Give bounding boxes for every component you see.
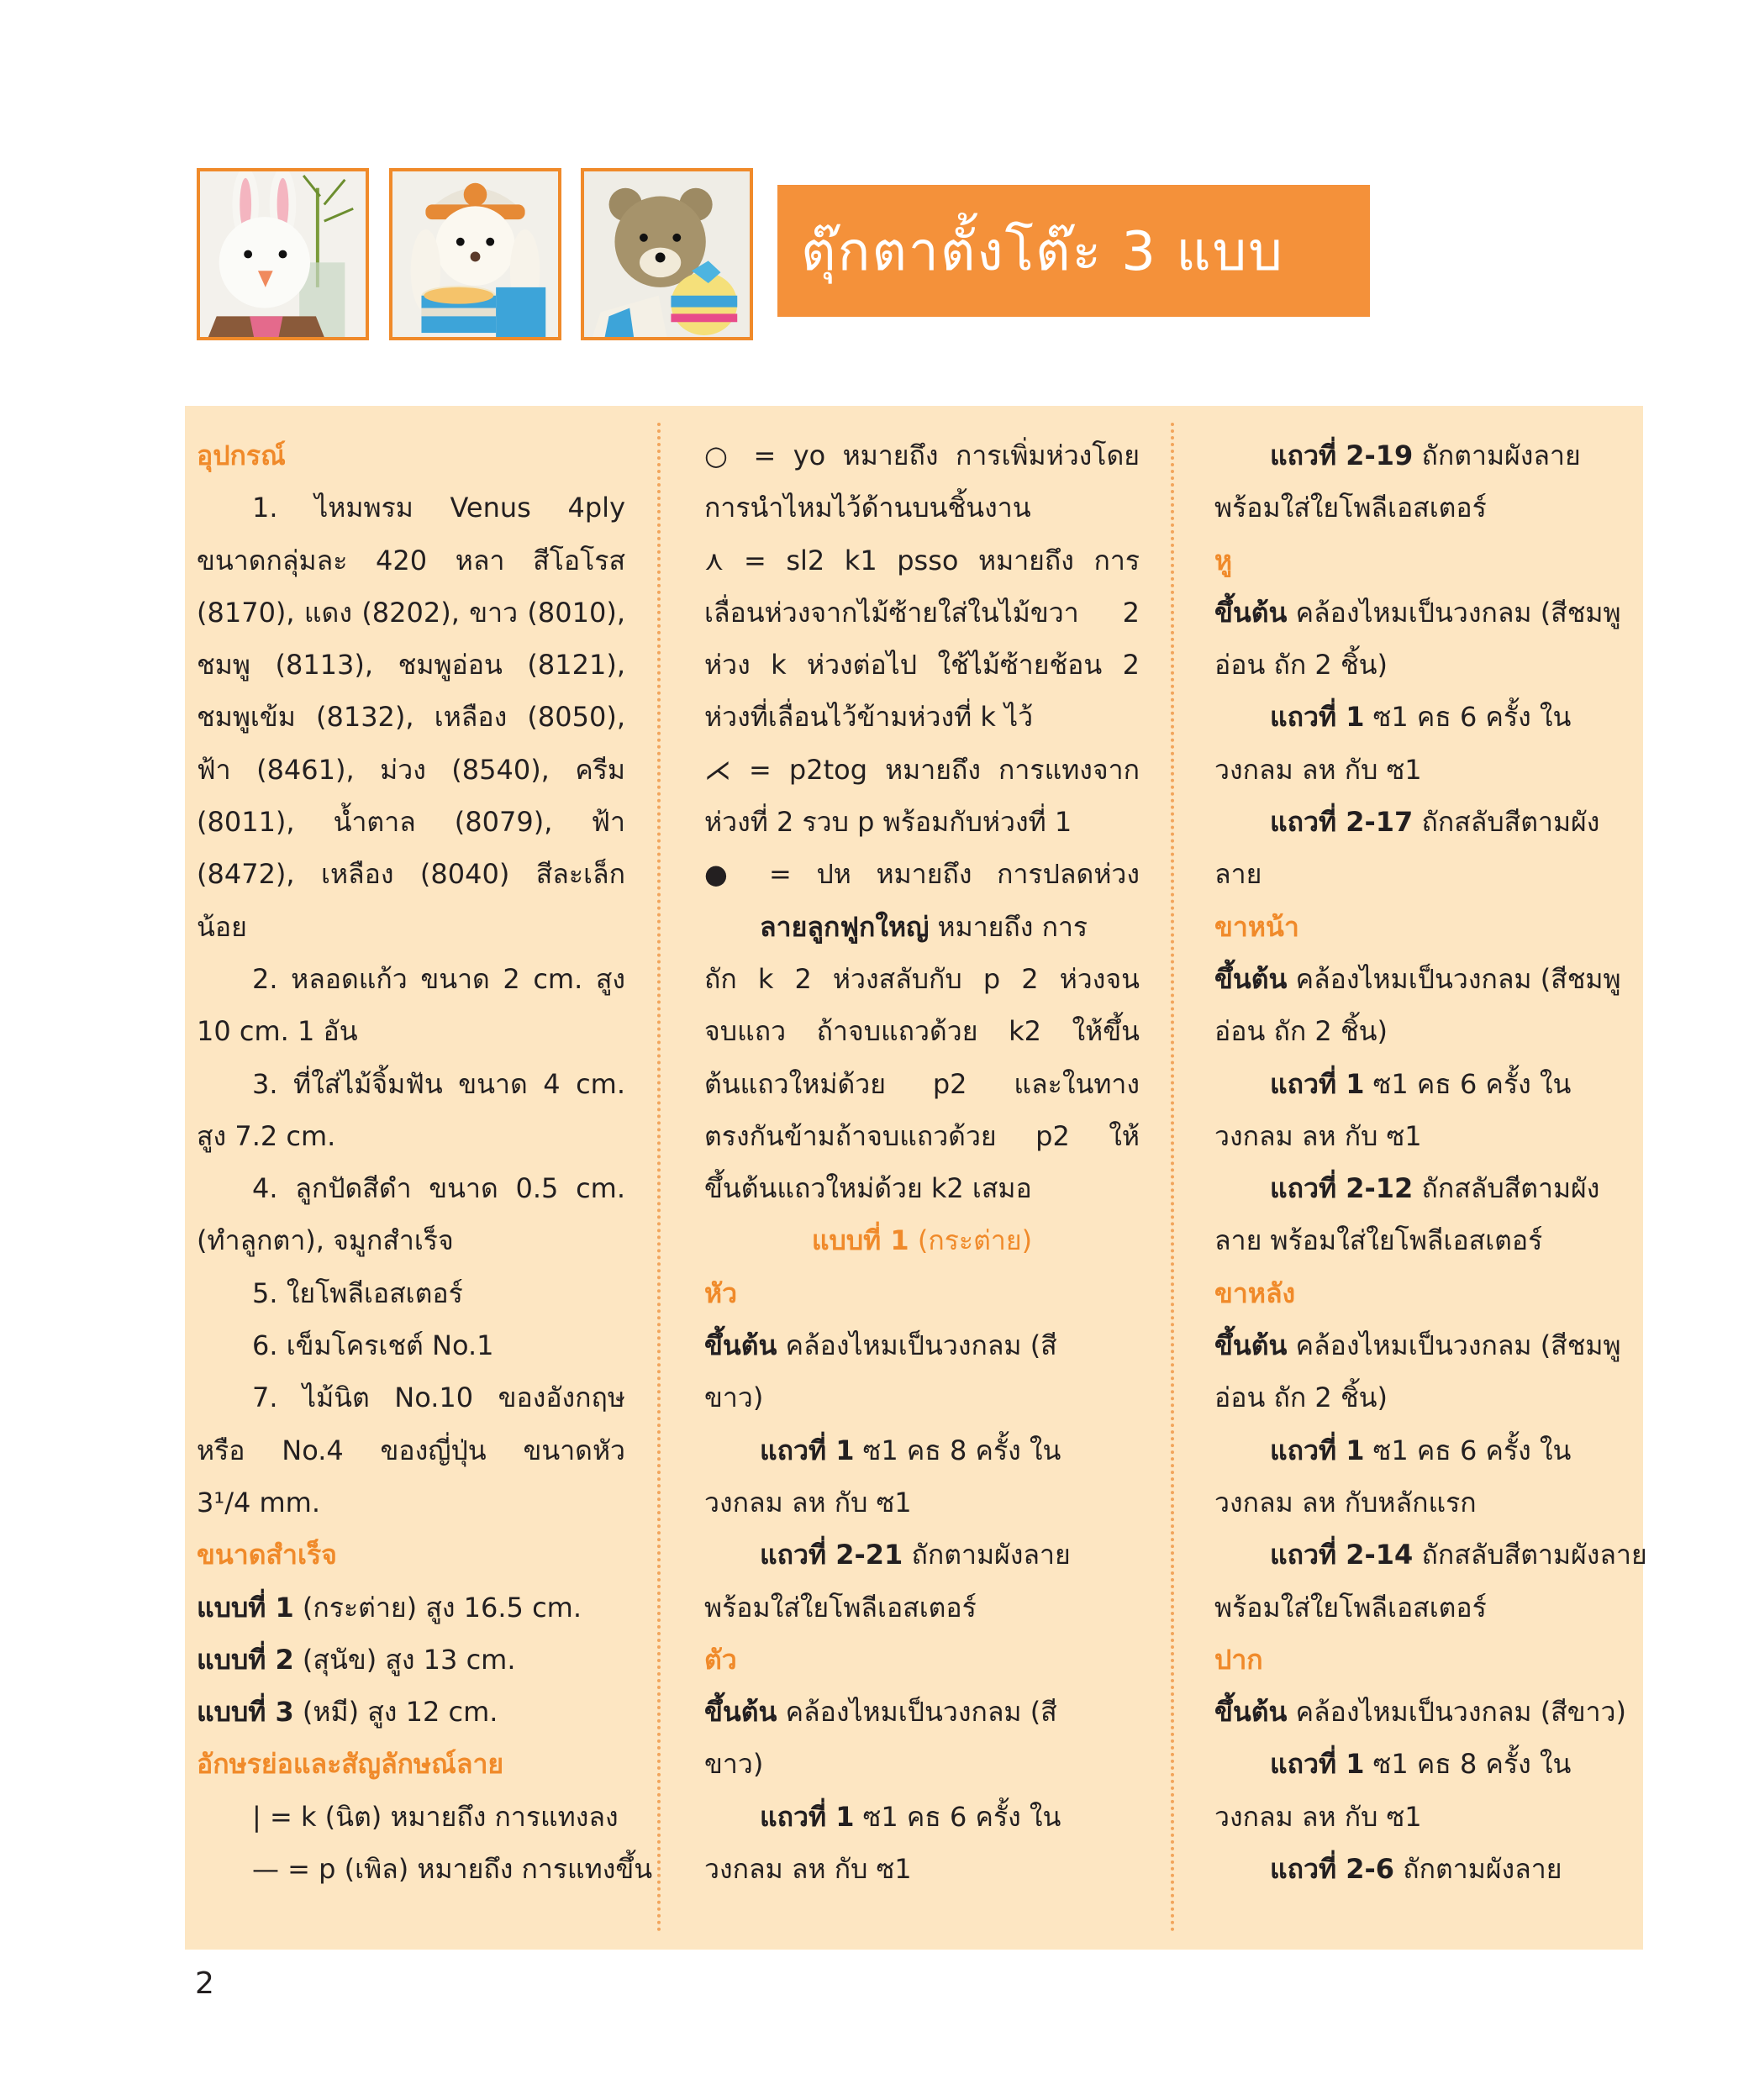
text-line: วงกลม ลห กับ ซ1 [1214, 753, 1422, 786]
model-heading: แบบที่ 1 (กระต่าย) [811, 1224, 1033, 1257]
column-divider [1171, 423, 1174, 1933]
text-line: วงกลม ลห กับ ซ1 [1214, 1119, 1422, 1152]
text-line: หรือ No.4 ของญี่ปุ่น ขนาดหัว [197, 1434, 625, 1466]
text-line: — = p (เพิล) หมายถึง การแทงขึ้น [252, 1853, 653, 1886]
text-line: ลาย [1214, 858, 1262, 891]
text-line: ขาว) [704, 1382, 764, 1414]
text-line: 1. ไหมพรม Venus 4ply [252, 492, 625, 524]
text-line: ขึ้นต้น คล้องไหมเป็นวงกลม (สี [704, 1696, 1057, 1729]
text-line: ชมพู (8113), ชมพูอ่อน (8121), [197, 649, 625, 682]
text-line: ○ = yo หมายถึง การเพิ่มห่วงโดย [704, 439, 1140, 471]
text-line: ขึ้นต้น คล้องไหมเป็นวงกลม (สีชมพู [1214, 1329, 1621, 1362]
text-line: ถัก k 2 ห่วงสลับกับ p 2 ห่วงจน [704, 962, 1140, 995]
text-line: ⋏ = sl2 k1 psso หมายถึง การ [704, 544, 1140, 576]
section-heading: ขนาดสำเร็จ [197, 1539, 337, 1571]
text-line: แถวที่ 1 ซ1 คธ 6 ครั้ง ใน [760, 1800, 1061, 1833]
text-line: วงกลม ลห กับ ซ1 [704, 1486, 912, 1518]
section-heading: ปาก [1214, 1643, 1263, 1676]
text-line: (8011), น้ำตาล (8079), ฟ้า [197, 806, 625, 839]
text-line: (8170), แดง (8202), ขาว (8010), [197, 596, 625, 629]
text-line: พร้อมใส่ใยโพลีเอสเตอร์ [704, 1591, 977, 1624]
column-3 [1214, 429, 1647, 1895]
text-line: วงกลม ลห กับหลักแรก [1214, 1486, 1477, 1518]
text-line: ขึ้นต้น คล้องไหมเป็นวงกลม (สีชมพู [1214, 962, 1621, 995]
text-line: 3¹/4 mm. [197, 1486, 321, 1518]
text-line: | = k (นิต) หมายถึง การแทงลง [252, 1800, 619, 1833]
section-heading: อุปกรณ์ [197, 439, 286, 471]
text-line: การนำไหมไว้ด้านบนชิ้นงาน [704, 492, 1031, 524]
text-line: ลาย พร้อมใส่ใยโพลีเอสเตอร์ [1214, 1224, 1543, 1257]
text-line: 2. หลอดแก้ว ขนาด 2 cm. สูง [252, 962, 625, 995]
text-line: ห่วง k ห่วงต่อไป ใช้ไม้ซ้ายช้อน 2 [704, 649, 1140, 682]
text-line: วงกลม ลห กับ ซ1 [704, 1853, 912, 1886]
text-line: วงกลม ลห กับ ซ1 [1214, 1800, 1422, 1833]
text-line: ขนาดกลุ่มละ 420 หลา สีโอโรส [197, 544, 625, 576]
text-line: ห่วงที่เลื่อนไว้ข้ามห่วงที่ k ไว้ [704, 701, 1034, 734]
page-title: ตุ๊กตาตั้งโต๊ะ 3 แบบ [777, 185, 1370, 317]
rabbit-doll-photo [197, 168, 369, 340]
text-line: แถวที่ 2-12 ถักสลับสีตามผัง [1270, 1172, 1600, 1205]
text-line: แถวที่ 2-14 ถักสลับสีตามผังลาย [1270, 1539, 1647, 1571]
text-line: ● = ปห หมายถึง การปลดห่วง [704, 858, 1140, 891]
text-line: ชมพูเข้ม (8132), เหลือง (8050), [197, 701, 625, 734]
text-line: ⋌ = p2tog หมายถึง การแทงจาก [704, 753, 1140, 786]
section-heading: ตัว [704, 1643, 737, 1676]
text-line: น้อย [197, 910, 247, 943]
text-line: 3. ที่ใส่ไม้จิ้มฟัน ขนาด 4 cm. [252, 1067, 625, 1100]
text-line: แบบที่ 1 (กระต่าย) สูง 16.5 cm. [197, 1591, 582, 1624]
text-line: ขึ้นต้นแถวใหม่ด้วย k2 เสมอ [704, 1172, 1032, 1205]
text-line: ต้นแถวใหม่ด้วย p2 และในทาง [704, 1067, 1140, 1100]
text-line: แถวที่ 2-6 ถักตามผังลาย [1270, 1853, 1562, 1886]
page-number: 2 [195, 1966, 214, 2001]
text-line: สูง 7.2 cm. [197, 1119, 336, 1152]
section-heading: อักษรย่อและสัญลักษณ์ลาย [197, 1748, 504, 1781]
text-line: 5. ใยโพลีเอสเตอร์ [252, 1276, 463, 1309]
text-line: ขึ้นต้น คล้องไหมเป็นวงกลม (สีชมพู [1214, 596, 1621, 629]
content-panel [185, 406, 1647, 1950]
text-line: ลายลูกฟูกใหญ่ หมายถึง การ [760, 910, 1088, 943]
text-line: จบแถว ถ้าจบแถวด้วย k2 ให้ขึ้น [704, 1015, 1140, 1048]
column-2 [704, 429, 1140, 1895]
section-heading: ขาหลัง [1214, 1276, 1296, 1309]
text-line: แถวที่ 1 ซ1 คธ 6 ครั้ง ใน [1270, 1434, 1572, 1466]
text-line: (ทำลูกตา), จมูกสำเร็จ [197, 1224, 454, 1257]
bear-doll-photo [581, 168, 753, 340]
model-label: แบบที่ 1 [197, 1591, 294, 1624]
text-line: เลื่อนห่วงจากไม้ซ้ายใส่ในไม้ขวา 2 [704, 596, 1140, 629]
text-line: ห่วงที่ 2 รวบ p พร้อมกับห่วงที่ 1 [704, 806, 1072, 839]
text-line: แถวที่ 2-21 ถักตามผังลาย [760, 1539, 1071, 1571]
text-line: อ่อน ถัก 2 ชิ้น) [1214, 649, 1388, 682]
text-line: ฟ้า (8461), ม่วง (8540), ครีม [197, 753, 625, 786]
text-line: แถวที่ 1 ซ1 คธ 6 ครั้ง ใน [1270, 701, 1572, 734]
text-line: แบบที่ 3 (หมี) สูง 12 cm. [197, 1696, 498, 1729]
text-line: ขาว) [704, 1748, 764, 1781]
text-line: แถวที่ 1 ซ1 คธ 8 ครั้ง ใน [1270, 1748, 1572, 1781]
text-line: 7. ไม้นิต No.10 ของอังกฤษ [252, 1382, 625, 1414]
column-divider [657, 423, 661, 1933]
text-line: อ่อน ถัก 2 ชิ้น) [1214, 1015, 1388, 1048]
text-line: ขึ้นต้น คล้องไหมเป็นวงกลม (สี [704, 1329, 1057, 1362]
text-line: แถวที่ 2-19 ถักตามผังลาย [1270, 439, 1581, 471]
text-line: (8472), เหลือง (8040) สีละเล็ก [197, 858, 625, 891]
section-heading: หู [1214, 544, 1233, 576]
model-label: แบบที่ 3 [197, 1696, 294, 1729]
text-line: พร้อมใส่ใยโพลีเอสเตอร์ [1214, 492, 1487, 524]
model-label: แบบที่ 2 [197, 1643, 294, 1676]
text-line: แบบที่ 2 (สุนัข) สูง 13 cm. [197, 1643, 516, 1676]
text-line: อ่อน ถัก 2 ชิ้น) [1214, 1382, 1388, 1414]
section-heading: หัว [704, 1276, 738, 1309]
text-line: แถวที่ 1 ซ1 คธ 8 ครั้ง ใน [760, 1434, 1061, 1466]
dog-doll-photo [389, 168, 561, 340]
pattern-term: ลายลูกฟูกใหญ่ [760, 910, 930, 943]
text-line: ขึ้นต้น คล้องไหมเป็นวงกลม (สีขาว) [1214, 1696, 1626, 1729]
text-line: ตรงกันข้ามถ้าจบแถวด้วย p2 ให้ [704, 1119, 1140, 1152]
section-heading: ขาหน้า [1214, 910, 1299, 943]
column-1 [197, 429, 653, 1895]
text-line: พร้อมใส่ใยโพลีเอสเตอร์ [1214, 1591, 1487, 1624]
text-line: แถวที่ 1 ซ1 คธ 6 ครั้ง ใน [1270, 1067, 1572, 1100]
text-line: 4. ลูกปัดสีดำ ขนาด 0.5 cm. [252, 1172, 625, 1205]
text-line: 6. เข็มโครเชต์ No.1 [252, 1329, 494, 1362]
text-line: 10 cm. 1 อัน [197, 1015, 358, 1048]
text-line: แถวที่ 2-17 ถักสลับสีตามผัง [1270, 806, 1600, 839]
